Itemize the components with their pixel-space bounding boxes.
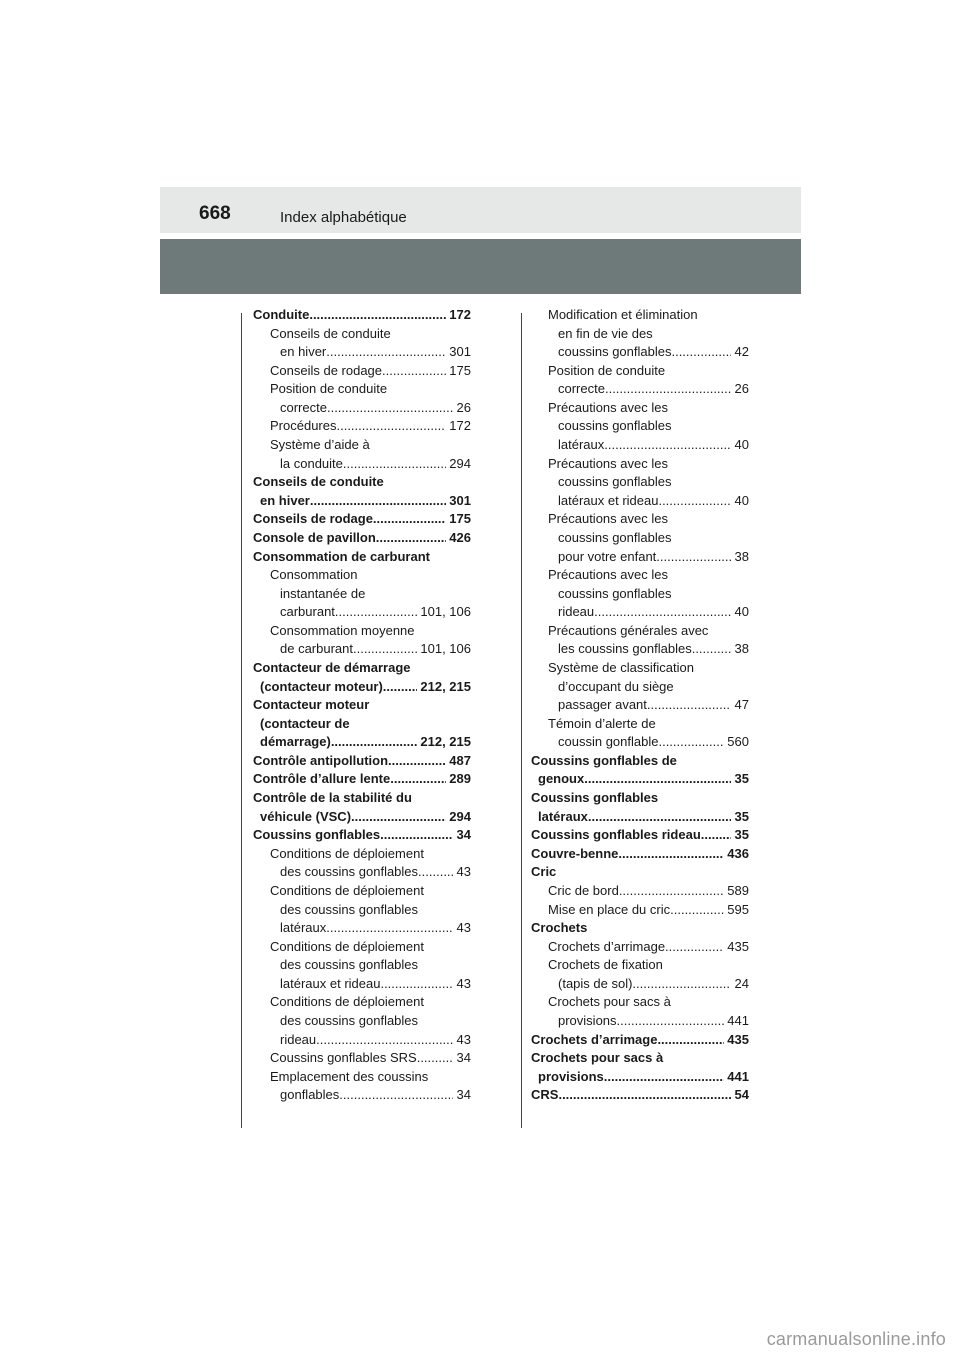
page-reference: 24 bbox=[730, 975, 749, 991]
page-reference: 35 bbox=[730, 808, 749, 824]
page-number: 668 bbox=[199, 203, 231, 224]
entry-text: en fin de vie des bbox=[558, 325, 653, 341]
entry-text: Emplacement des coussins bbox=[270, 1068, 429, 1084]
dot-leader bbox=[605, 380, 731, 399]
index-entry bbox=[531, 808, 749, 827]
entry-text: véhicule (VSC) bbox=[260, 808, 352, 824]
entry-text: Position de conduite bbox=[548, 362, 666, 378]
index-subentry bbox=[253, 1012, 471, 1031]
index-column-2 bbox=[531, 306, 749, 1105]
index-subentry bbox=[531, 659, 749, 678]
dot-leader bbox=[584, 770, 731, 789]
entry-text: latéraux et rideau bbox=[558, 492, 659, 508]
entry-text: coussin gonflable bbox=[558, 734, 659, 750]
entry-text: carburant bbox=[280, 604, 335, 620]
index-subentry bbox=[253, 399, 471, 418]
dot-leader bbox=[665, 938, 724, 957]
entry-text: Coussins gonflables bbox=[253, 827, 381, 843]
page-reference: 42 bbox=[730, 344, 749, 360]
page-reference: 35 bbox=[730, 827, 749, 843]
index-subentry bbox=[531, 993, 749, 1012]
dot-leader bbox=[331, 733, 417, 752]
page-reference: 212, 215 bbox=[416, 678, 471, 694]
entry-text: Crochets pour sacs à bbox=[548, 994, 671, 1010]
entry-text: Précautions avec les bbox=[548, 511, 668, 527]
dot-leader bbox=[604, 436, 731, 455]
entry-text: passager avant bbox=[558, 697, 647, 713]
entry-text: la conduite bbox=[280, 455, 343, 471]
index-subentry bbox=[531, 603, 749, 622]
entry-text: Contacteur moteur bbox=[253, 697, 370, 713]
page-reference: 175 bbox=[445, 511, 471, 527]
dot-leader bbox=[604, 1068, 724, 1087]
entry-text: de carburant bbox=[280, 641, 353, 657]
dot-leader bbox=[316, 1031, 453, 1050]
index-subentry bbox=[253, 1086, 471, 1105]
entry-text: rideau bbox=[280, 1031, 317, 1047]
dot-leader bbox=[658, 492, 730, 511]
entry-text: Précautions générales avec bbox=[548, 622, 709, 638]
dot-leader bbox=[382, 362, 446, 381]
index-entry bbox=[253, 473, 471, 492]
entry-text: latéraux et rideau bbox=[280, 975, 381, 991]
index-entry bbox=[253, 678, 471, 697]
page-reference: 301 bbox=[445, 344, 471, 360]
index-subentry bbox=[253, 901, 471, 920]
dot-leader bbox=[353, 640, 417, 659]
page-reference: 34 bbox=[452, 1050, 471, 1066]
entry-text: genoux bbox=[538, 771, 585, 787]
index-entry bbox=[531, 1086, 749, 1105]
index-entry bbox=[531, 770, 749, 789]
entry-text: coussins gonflables bbox=[558, 474, 672, 490]
index-entry bbox=[531, 919, 749, 938]
dot-leader bbox=[388, 752, 446, 771]
entry-text: d’occupant du siège bbox=[558, 678, 674, 694]
entry-text: Conditions de déploiement bbox=[270, 845, 424, 861]
index-entry bbox=[253, 529, 471, 548]
entry-text: Crochets pour sacs à bbox=[531, 1050, 664, 1066]
dot-leader bbox=[380, 826, 453, 845]
dot-leader bbox=[418, 863, 453, 882]
entry-text: Système de classification bbox=[548, 659, 694, 675]
index-subentry bbox=[531, 473, 749, 492]
entry-text: provisions bbox=[538, 1068, 604, 1084]
index-subentry bbox=[253, 1031, 471, 1050]
entry-text: gonflables bbox=[280, 1087, 340, 1103]
index-subentry bbox=[253, 975, 471, 994]
entry-text: Position de conduite bbox=[270, 381, 388, 397]
dot-leader bbox=[326, 919, 453, 938]
index-entry bbox=[531, 845, 749, 864]
entry-text: correcte bbox=[558, 381, 605, 397]
dot-leader bbox=[390, 770, 445, 789]
watermark-logo: carmanualsonline.info bbox=[766, 1329, 946, 1349]
header-band-dark bbox=[160, 239, 801, 294]
index-subentry bbox=[253, 585, 471, 604]
index-subentry bbox=[253, 417, 471, 436]
entry-text: pour votre enfant bbox=[558, 548, 657, 564]
index-subentry bbox=[531, 455, 749, 474]
index-entry bbox=[253, 733, 471, 752]
entry-text: correcte bbox=[280, 399, 327, 415]
entry-text: démarrage) bbox=[260, 734, 331, 750]
entry-text: latéraux bbox=[538, 808, 588, 824]
index-entry bbox=[531, 1068, 749, 1087]
entry-text: (tapis de sol) bbox=[558, 975, 633, 991]
page-reference: 426 bbox=[445, 529, 471, 545]
dot-leader bbox=[351, 808, 446, 827]
page-reference: 175 bbox=[445, 362, 471, 378]
entry-text: Conditions de déploiement bbox=[270, 994, 424, 1010]
page-reference: 289 bbox=[445, 771, 471, 787]
page-reference: 54 bbox=[730, 1087, 749, 1103]
dot-leader bbox=[588, 808, 731, 827]
index-subentry bbox=[253, 622, 471, 641]
dot-leader bbox=[701, 826, 731, 845]
page-reference: 589 bbox=[723, 882, 749, 898]
index-subentry bbox=[253, 343, 471, 362]
entry-text: Crochets d’arrimage bbox=[531, 1031, 658, 1047]
dot-leader bbox=[617, 1012, 724, 1031]
entry-text: Conseils de conduite bbox=[270, 325, 391, 341]
index-entry bbox=[253, 510, 471, 529]
index-subentry bbox=[531, 678, 749, 697]
page-reference: 172 bbox=[445, 307, 471, 322]
entry-text: des coussins gonflables bbox=[280, 1012, 419, 1028]
entry-text: Contacteur de démarrage bbox=[253, 659, 411, 675]
entry-text: coussins gonflables bbox=[558, 585, 672, 601]
entry-text: en hiver bbox=[280, 344, 327, 360]
dot-leader bbox=[336, 417, 445, 436]
dot-leader bbox=[594, 603, 731, 622]
index-entry bbox=[253, 492, 471, 511]
index-entry bbox=[253, 770, 471, 789]
index-subentry bbox=[531, 882, 749, 901]
entry-text: Crochets bbox=[531, 920, 588, 936]
page-reference: 301 bbox=[445, 492, 471, 508]
page-reference: 441 bbox=[723, 1068, 749, 1084]
dot-leader bbox=[671, 343, 730, 362]
entry-text: des coussins gonflables bbox=[280, 957, 419, 973]
page-reference: 435 bbox=[723, 1031, 749, 1047]
index-entry bbox=[531, 863, 749, 882]
dot-leader bbox=[339, 1086, 453, 1105]
dot-leader bbox=[632, 975, 731, 994]
entry-text: Coussins gonflables de bbox=[531, 752, 677, 768]
index-subentry bbox=[531, 901, 749, 920]
index-subentry bbox=[253, 380, 471, 399]
index-subentry bbox=[531, 585, 749, 604]
entry-text: Conduite bbox=[253, 307, 310, 322]
page-reference: 595 bbox=[723, 901, 749, 917]
index-subentry bbox=[253, 882, 471, 901]
dot-leader bbox=[376, 529, 446, 548]
page-reference: 101, 106 bbox=[416, 604, 471, 620]
dot-leader bbox=[335, 603, 417, 622]
entry-text: des coussins gonflables bbox=[280, 901, 419, 917]
index-entry bbox=[531, 826, 749, 845]
entry-text: Précautions avec les bbox=[548, 455, 668, 471]
page-reference: 40 bbox=[730, 604, 749, 620]
entry-text: latéraux bbox=[558, 437, 605, 453]
column-rule-middle bbox=[521, 313, 522, 1128]
page-reference: 487 bbox=[445, 752, 471, 768]
index-subentry bbox=[531, 417, 749, 436]
page-reference: 172 bbox=[445, 418, 471, 434]
entry-text: rideau bbox=[558, 604, 595, 620]
entry-text: Procédures bbox=[270, 418, 337, 434]
index-subentry bbox=[253, 845, 471, 864]
index-subentry bbox=[531, 362, 749, 381]
page-reference: 43 bbox=[452, 864, 471, 880]
index-entry bbox=[253, 306, 471, 325]
dot-leader bbox=[327, 399, 453, 418]
dot-leader bbox=[656, 548, 731, 567]
page-reference: 212, 215 bbox=[416, 734, 471, 750]
index-subentry bbox=[253, 566, 471, 585]
index-subentry bbox=[531, 715, 749, 734]
dot-leader bbox=[618, 845, 723, 864]
page-reference: 38 bbox=[730, 641, 749, 657]
index-subentry bbox=[253, 436, 471, 455]
dot-leader bbox=[619, 882, 724, 901]
index-subentry bbox=[531, 733, 749, 752]
entry-text: provisions bbox=[558, 1012, 617, 1028]
entry-text: Console de pavillon bbox=[253, 529, 376, 545]
entry-text: Consommation de carburant bbox=[253, 548, 430, 564]
dot-leader bbox=[692, 640, 731, 659]
entry-text: Contrôle de la stabilité du bbox=[253, 790, 412, 806]
page-reference: 47 bbox=[730, 697, 749, 713]
entry-text: Cric bbox=[531, 864, 557, 880]
entry-text: Mise en place du cric bbox=[548, 901, 671, 917]
dot-leader bbox=[373, 510, 446, 529]
entry-text: coussins gonflables bbox=[558, 344, 672, 360]
dot-leader bbox=[309, 306, 445, 325]
entry-text: Conseils de rodage bbox=[253, 511, 373, 527]
index-entry bbox=[253, 659, 471, 678]
index-subentry bbox=[253, 640, 471, 659]
page-reference: 294 bbox=[445, 455, 471, 471]
index-subentry bbox=[531, 492, 749, 511]
index-subentry bbox=[531, 306, 749, 325]
index-subentry bbox=[253, 1068, 471, 1087]
index-subentry bbox=[531, 436, 749, 455]
index-entry bbox=[531, 1049, 749, 1068]
entry-text: coussins gonflables bbox=[558, 529, 672, 545]
dot-leader bbox=[417, 1049, 453, 1068]
page-reference: 40 bbox=[730, 437, 749, 453]
index-subentry bbox=[531, 640, 749, 659]
page-reference: 34 bbox=[452, 1087, 471, 1103]
entry-text: les coussins gonflables bbox=[558, 641, 692, 657]
entry-text: coussins gonflables bbox=[558, 418, 672, 434]
entry-text: Contrôle d’allure lente bbox=[253, 771, 391, 787]
entry-text: Crochets de fixation bbox=[548, 957, 663, 973]
entry-text: Cric de bord bbox=[548, 882, 619, 898]
index-subentry bbox=[531, 380, 749, 399]
index-entry bbox=[253, 696, 471, 715]
index-subentry bbox=[253, 1049, 471, 1068]
entry-text: Contrôle antipollution bbox=[253, 752, 389, 768]
entry-text: Conditions de déploiement bbox=[270, 882, 424, 898]
dot-leader bbox=[380, 975, 452, 994]
index-entry bbox=[253, 752, 471, 771]
dot-leader bbox=[326, 343, 445, 362]
index-subentry bbox=[253, 603, 471, 622]
page-reference: 38 bbox=[730, 548, 749, 564]
entry-text: latéraux bbox=[280, 920, 327, 936]
index-subentry bbox=[531, 566, 749, 585]
index-subentry bbox=[531, 938, 749, 957]
entry-text: en hiver bbox=[260, 492, 310, 508]
dot-leader bbox=[658, 733, 723, 752]
index-subentry bbox=[531, 696, 749, 715]
header-band-light bbox=[160, 187, 801, 233]
page-reference: 436 bbox=[723, 845, 749, 861]
index-subentry bbox=[253, 938, 471, 957]
page-title: Index alphabétique bbox=[280, 209, 407, 226]
page-reference: 26 bbox=[730, 381, 749, 397]
page-reference: 40 bbox=[730, 492, 749, 508]
index-subentry bbox=[253, 993, 471, 1012]
index-entry bbox=[253, 808, 471, 827]
entry-text: Coussins gonflables bbox=[531, 790, 659, 806]
index-subentry bbox=[531, 510, 749, 529]
entry-text: Coussins gonflables SRS bbox=[270, 1050, 417, 1066]
entry-text: Conseils de conduite bbox=[253, 474, 384, 490]
index-column-1 bbox=[253, 306, 471, 1105]
index-entry bbox=[253, 789, 471, 808]
entry-text: CRS bbox=[531, 1087, 559, 1103]
page-reference: 34 bbox=[452, 827, 471, 843]
index-entry bbox=[531, 1031, 749, 1050]
page-reference: 441 bbox=[723, 1012, 749, 1028]
entry-text: instantanée de bbox=[280, 585, 366, 601]
dot-leader bbox=[657, 1031, 723, 1050]
page-reference: 43 bbox=[452, 1031, 471, 1047]
entry-text: Crochets d’arrimage bbox=[548, 938, 666, 954]
index-subentry bbox=[253, 325, 471, 344]
page-reference: 101, 106 bbox=[416, 641, 471, 657]
entry-text: Conditions de déploiement bbox=[270, 938, 424, 954]
dot-leader bbox=[558, 1086, 730, 1105]
page-reference: 35 bbox=[730, 771, 749, 787]
page-reference: 560 bbox=[723, 734, 749, 750]
entry-text: Conseils de rodage bbox=[270, 362, 383, 378]
page-reference: 43 bbox=[452, 975, 471, 991]
entry-text: (contacteur de bbox=[260, 715, 350, 731]
dot-leader bbox=[343, 455, 446, 474]
index-entry bbox=[531, 789, 749, 808]
dot-leader bbox=[383, 678, 417, 697]
index-subentry bbox=[253, 956, 471, 975]
index-entry bbox=[531, 752, 749, 771]
entry-text: Précautions avec les bbox=[548, 399, 668, 415]
index-subentry bbox=[253, 863, 471, 882]
index-subentry bbox=[531, 1012, 749, 1031]
page-reference: 43 bbox=[452, 920, 471, 936]
index-subentry bbox=[531, 529, 749, 548]
page-reference: 435 bbox=[723, 938, 749, 954]
index-subentry bbox=[531, 975, 749, 994]
index-entry bbox=[253, 715, 471, 734]
index-subentry bbox=[253, 455, 471, 474]
entry-text: Précautions avec les bbox=[548, 567, 668, 583]
index-subentry bbox=[531, 325, 749, 344]
entry-text: Consommation moyenne bbox=[270, 622, 415, 638]
index-subentry bbox=[253, 919, 471, 938]
entry-text: Modification et élimination bbox=[548, 307, 698, 322]
page-reference: 294 bbox=[445, 808, 471, 824]
dot-leader bbox=[310, 492, 446, 511]
entry-text: Coussins gonflables rideau bbox=[531, 827, 701, 843]
index-subentry bbox=[531, 622, 749, 641]
index-subentry bbox=[531, 956, 749, 975]
entry-text: Système d’aide à bbox=[270, 437, 370, 453]
index-subentry bbox=[531, 399, 749, 418]
entry-text: (contacteur moteur) bbox=[260, 678, 383, 694]
index-entry bbox=[253, 826, 471, 845]
index-subentry bbox=[531, 548, 749, 567]
column-rule-left bbox=[241, 313, 242, 1128]
entry-text: Couvre-benne bbox=[531, 845, 619, 861]
index-subentry bbox=[253, 362, 471, 381]
entry-text: des coussins gonflables bbox=[280, 864, 419, 880]
dot-leader bbox=[647, 696, 731, 715]
dot-leader bbox=[670, 901, 724, 920]
entry-text: Témoin d’alerte de bbox=[548, 715, 656, 731]
index-subentry bbox=[531, 343, 749, 362]
index-entry bbox=[253, 548, 471, 567]
entry-text: Consommation bbox=[270, 567, 358, 583]
page-reference: 26 bbox=[452, 399, 471, 415]
